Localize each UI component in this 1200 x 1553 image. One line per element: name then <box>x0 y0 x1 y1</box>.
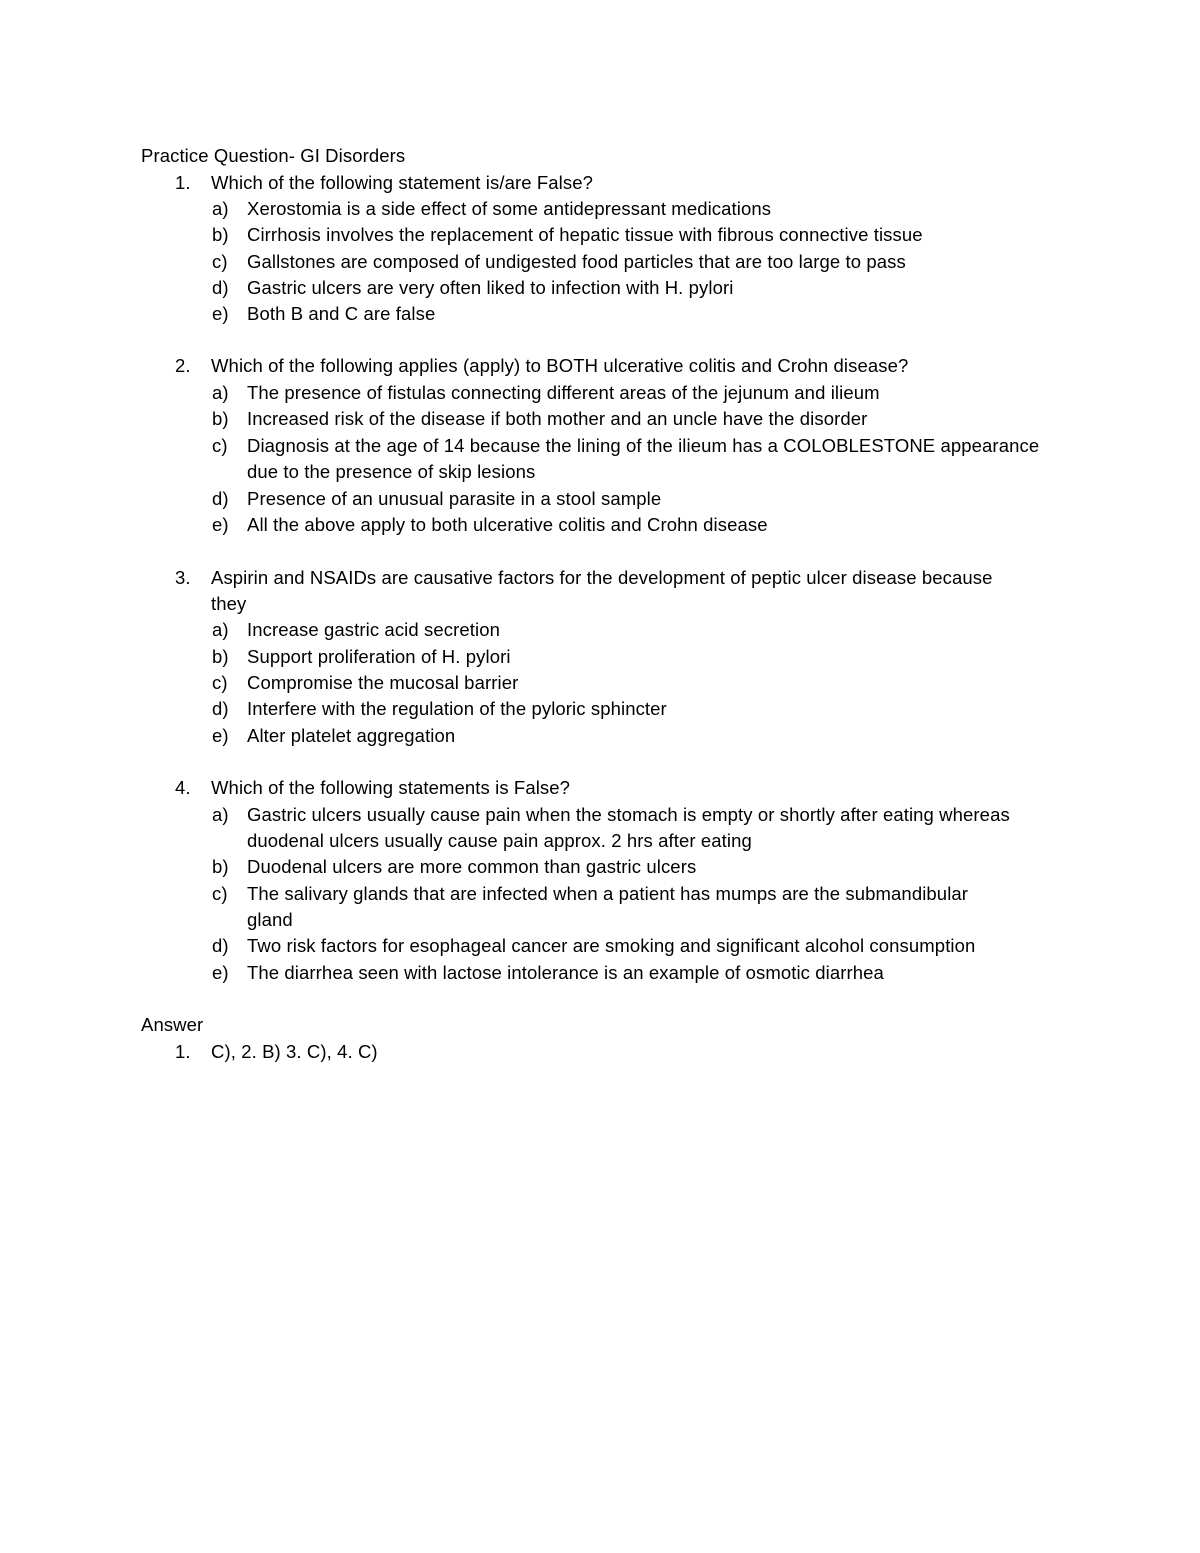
answer-heading: Answer <box>141 1014 204 1035</box>
option-letter: e) <box>212 725 229 746</box>
question-text-continued: they <box>211 593 247 614</box>
option-letter: c) <box>212 883 228 904</box>
option-text: Increase gastric acid secretion <box>247 619 500 640</box>
option-text-continued: due to the presence of skip lesions <box>247 461 536 482</box>
option-letter: a) <box>212 619 229 640</box>
option-letter: c) <box>212 672 228 693</box>
option-text: Interfere with the regulation of the pyloric sphincter <box>247 698 667 719</box>
question-text: Which of the following applies (apply) to BOTH ulcerative colitis and Crohn disease? <box>211 355 909 376</box>
option-text: Gastric ulcers are very often liked to infection with H. pylori <box>247 277 734 298</box>
option-text: Increased risk of the disease if both mother and an uncle have the disorder <box>247 408 868 429</box>
option-text: Presence of an unusual parasite in a stool sample <box>247 488 662 509</box>
option-letter: b) <box>212 646 229 667</box>
option-text: All the above apply to both ulcerative colitis and Crohn disease <box>247 514 768 535</box>
option-text-continued: gland <box>247 909 293 930</box>
question-number: 1. <box>175 172 191 193</box>
option-text: The salivary glands that are infected when a patient has mumps are the submandibular <box>247 883 969 904</box>
option-text: Gallstones are composed of undigested food particles that are too large to pass <box>247 251 906 272</box>
option-text: Two risk factors for esophageal cancer are smoking and significant alcohol consumption <box>247 935 976 956</box>
option-text: Xerostomia is a side effect of some antidepressant medications <box>247 198 772 219</box>
option-text-continued: duodenal ulcers usually cause pain approx. 2 hrs after eating <box>247 830 752 851</box>
answer-number: 1. <box>175 1041 191 1062</box>
question-text: Which of the following statements is False? <box>211 777 571 798</box>
option-letter: b) <box>212 224 229 245</box>
question-number: 4. <box>175 777 191 798</box>
option-letter: d) <box>212 488 229 509</box>
option-letter: a) <box>212 804 229 825</box>
option-letter: d) <box>212 935 229 956</box>
question-text: Which of the following statement is/are False? <box>211 172 593 193</box>
question-text: Aspirin and NSAIDs are causative factors for the development of peptic ulcer disease because <box>211 567 993 588</box>
option-text: Alter platelet aggregation <box>247 725 456 746</box>
page-title: Practice Question- GI Disorders <box>141 145 406 166</box>
option-letter: e) <box>212 962 229 983</box>
option-text: Both B and C are false <box>247 303 436 324</box>
option-letter: a) <box>212 382 229 403</box>
option-text: Duodenal ulcers are more common than gastric ulcers <box>247 856 697 877</box>
option-letter: d) <box>212 698 229 719</box>
option-letter: b) <box>212 408 229 429</box>
option-letter: c) <box>212 435 228 456</box>
option-letter: b) <box>212 856 229 877</box>
option-text: Compromise the mucosal barrier <box>247 672 519 693</box>
option-text: Support proliferation of H. pylori <box>247 646 511 667</box>
option-letter: e) <box>212 514 229 535</box>
option-text: Cirrhosis involves the replacement of hepatic tissue with fibrous connective tissue <box>247 224 923 245</box>
option-text: Diagnosis at the age of 14 because the lining of the ilieum has a COLOBLESTONE appearance <box>247 435 1040 456</box>
question-number: 3. <box>175 567 191 588</box>
option-letter: a) <box>212 198 229 219</box>
answer-key: C), 2. B) 3. C), 4. C) <box>211 1041 378 1062</box>
question-number: 2. <box>175 355 191 376</box>
option-letter: e) <box>212 303 229 324</box>
option-text: The diarrhea seen with lactose intolerance is an example of osmotic diarrhea <box>247 962 884 983</box>
option-text: The presence of fistulas connecting different areas of the jejunum and ilieum <box>247 382 880 403</box>
option-letter: d) <box>212 277 229 298</box>
option-text: Gastric ulcers usually cause pain when the stomach is empty or shortly after eating whereas <box>247 804 1010 825</box>
option-letter: c) <box>212 251 228 272</box>
